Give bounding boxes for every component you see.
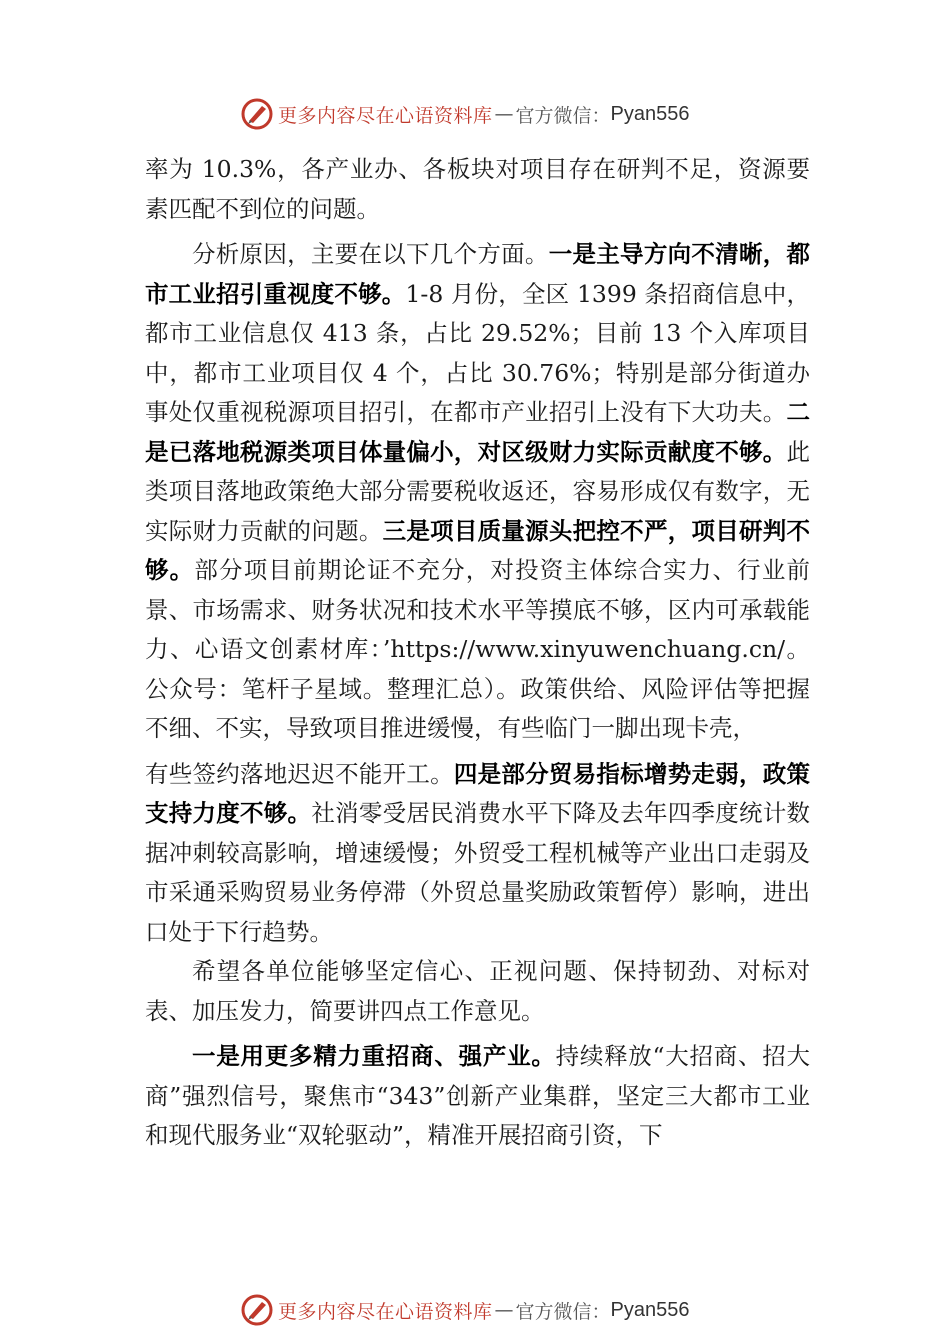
paragraph [145, 1037, 810, 1156]
banner-label: 官方微信： [515, 104, 611, 127]
paragraph [145, 952, 810, 1031]
paragraph [145, 235, 810, 749]
paragraph [145, 755, 810, 953]
bold-heading: 一是用更多精力重招商、强产业。 [192, 1042, 556, 1070]
text-run: 1-8 月份，全区 1399 条招商信息中，都市工业信息仅 413 条，占比 29.52%；目前 13 个入库项目中，都市工业项目仅 4 个，占比 30.76%；特别是部分街道办事处仅重视税源项目招引，在都市产业招引上没有下大功夫。 [145, 279, 810, 426]
banner-wechat-id: Pyan556 [610, 102, 690, 125]
text-run: 此类项目落地政策绝大部分需要税收返还，容易形成仅有数字，无实际财力贡献的问题。 [145, 437, 810, 545]
brush-logo-icon [240, 97, 274, 131]
text-run: 分析原因，主要在以下几个方面。 [192, 240, 549, 268]
banner-title: 更多内容尽在心语资料库 [278, 104, 493, 127]
text-run: 持续释放“大招商、招大商”强烈信号，聚焦市“343”创新产业集群，坚定三大都市工业和现代服务业“双轮驱动”，精准开展招商引资，下 [145, 1042, 811, 1149]
banner-label: 官方微信： [515, 1300, 611, 1323]
banner-wechat-id: Pyan556 [610, 1298, 690, 1321]
paragraph [145, 150, 810, 229]
bold-heading: 二是已落地税源类项目体量偏小，对区级财力实际贡献度不够。 [145, 398, 810, 466]
bold-heading: 一是主导方向不清晰，都市工业招引重视度不够。 [145, 240, 811, 308]
brush-logo-icon [240, 1293, 274, 1327]
banner-separator: — [494, 1299, 514, 1321]
text-run: 有些签约落地迟迟不能开工。 [145, 759, 454, 788]
bold-heading: 三是项目质量源头把控不严，项目研判不够。 [145, 516, 811, 584]
header-banner [240, 94, 740, 134]
text-run: 希望各单位能够坚定信心、正视问题、保持韧劲、对标对表、加压发力，简要讲四点工作意见。 [145, 957, 810, 1025]
text-run: 部分项目前期论证不充分，对投资主体综合实力、行业前景、市场需求、财务状况和技术水平等摸底不够，区内可承载能力、心语文创素材库：’https://www.xinyuwenchuang.cn/。公众号：笔杆子星域。整理汇总）。政策供给、风险评估等把握不细、不实，导致项目推进缓慢，有些临门一脚出现卡壳， [145, 556, 811, 742]
text-run: 率为 10.3%，各产业办、各板块对项目存在研判不足，资源要素匹配不到位的问题。 [145, 155, 810, 223]
banner-title: 更多内容尽在心语资料库 [278, 1300, 493, 1323]
bold-heading: 四是部分贸易指标增势走弱，政策支持力度不够。 [145, 759, 811, 827]
text-run: 社消零受居民消费水平下降及去年四季度统计数据冲刺较高影响，增速缓慢；外贸受工程机械等产业出口走弱及市采通采购贸易业务停滞（外贸总量奖励政策暂停）影响，进出口处于下行趋势。 [145, 799, 811, 946]
banner-separator: — [494, 103, 514, 125]
footer-banner [240, 1290, 740, 1330]
document-body [145, 150, 810, 1156]
